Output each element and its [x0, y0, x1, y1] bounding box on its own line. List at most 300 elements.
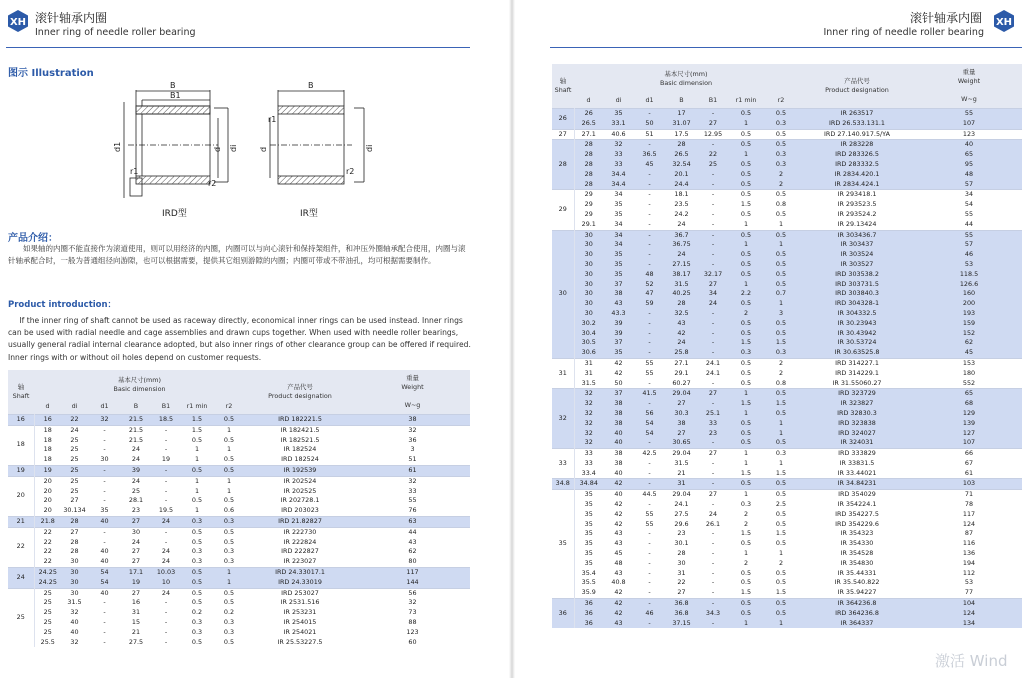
table-cell: 1.5 [728, 399, 764, 409]
table-cell: 43 [603, 619, 634, 629]
table-cell: - [164, 627, 168, 636]
table-cell: 0.5 [764, 280, 798, 290]
table-cell: 0.5 [728, 438, 764, 448]
table-cell: - [634, 180, 665, 190]
table-row [552, 329, 1022, 339]
table-cell: IRD 304328-1 [798, 299, 916, 309]
table-cell: 21 [131, 627, 141, 636]
table-cell: 32 [574, 438, 603, 448]
table-cell: 20 [43, 506, 52, 515]
table-row [552, 299, 1022, 309]
table-cell: 95 [916, 160, 1022, 170]
table-cell: 43.3 [603, 309, 634, 319]
table-cell: 193 [916, 309, 1022, 319]
table-cell: 0.3 [191, 627, 203, 636]
table-cell: 42 [614, 519, 623, 528]
table-row [8, 455, 470, 465]
ir-dim-label-d: d [259, 146, 268, 152]
table-cell: 1 [728, 490, 764, 500]
table-cell: - [698, 438, 728, 448]
table-cell: 36.8 [665, 599, 698, 609]
table-cell: 1.5 [740, 200, 752, 209]
table-cell: 30.4 [574, 329, 603, 339]
table-cell: 43 [408, 537, 417, 546]
table-cell: 40 [603, 438, 634, 448]
table-cell: IRD 182221.5 [245, 415, 355, 426]
table-cell: IR 222824 [283, 537, 317, 546]
table-cell: - [698, 479, 728, 490]
table-cell: 38 [603, 399, 634, 409]
shaft-cell: 33 [552, 449, 574, 479]
col-B1: B1 [151, 399, 181, 415]
table-cell: 21.5 [128, 435, 144, 444]
xh-logo [6, 9, 30, 33]
table-cell: 0.5 [728, 419, 764, 429]
table-cell: 24 [698, 299, 728, 309]
table-cell: 22 [43, 557, 52, 566]
table-cell: 38 [603, 289, 634, 299]
table-cell: 124 [962, 519, 976, 528]
table-cell: - [711, 468, 715, 477]
table-cell: IRD 283326.5 [798, 150, 916, 160]
table-cell: 76 [408, 506, 417, 515]
table-cell: 25.5 [40, 637, 55, 646]
table-cell: 32 [574, 389, 603, 399]
table-cell: IR 324031 [798, 438, 916, 448]
table-cell: 65 [916, 389, 1022, 399]
table-cell: 0.5 [764, 599, 798, 609]
table-cell: 30 [574, 260, 603, 270]
table-cell: 26.1 [705, 519, 721, 528]
table-cell: - [711, 378, 715, 387]
table-row [8, 487, 470, 497]
table-cell: 1 [226, 486, 232, 495]
table-cell: - [648, 549, 651, 558]
table-cell: 27 [121, 588, 151, 598]
table-cell: 43 [665, 319, 698, 329]
table-row [552, 190, 1022, 200]
table-cell: - [103, 445, 106, 454]
table-row [8, 557, 470, 567]
table-cell: 28 [61, 516, 88, 527]
table-cell: 1 [728, 449, 764, 459]
table-cell: 103 [916, 479, 1022, 490]
table-cell: 0.8 [775, 378, 787, 387]
table-cell: 36 [408, 435, 417, 444]
table-cell: 48 [916, 170, 1022, 180]
table-cell: 2 [764, 358, 798, 368]
table-cell: 24 [161, 557, 171, 566]
table-cell: 38 [603, 449, 634, 459]
table-cell: 40 [603, 490, 634, 500]
table-cell: 25 [43, 608, 52, 617]
table-cell: 32 [70, 637, 79, 646]
shaft-cell: 30 [552, 230, 574, 358]
table-cell: 27.5 [128, 637, 144, 646]
ir-dim-label-r1: r1 [268, 115, 277, 124]
table-cell: 56 [355, 588, 470, 598]
table-cell: IR 303436.7 [798, 230, 916, 240]
table-cell: 29.04 [665, 389, 698, 399]
table-cell: 35 [584, 529, 593, 538]
table-cell: 0.5 [728, 129, 764, 140]
table-cell: 30 [574, 299, 603, 309]
table-cell: 0.5 [181, 578, 213, 588]
table-cell: 30 [100, 455, 109, 464]
table-cell: - [698, 140, 728, 150]
page-title-en: Inner ring of needle roller bearing [35, 27, 196, 38]
table-cell: 30 [61, 578, 88, 588]
table-cell: 21.8 [34, 516, 61, 527]
table-cell: 29.1 [674, 368, 689, 377]
table-cell: IR 222730 [245, 527, 355, 537]
table-cell: 36 [574, 599, 603, 609]
table-cell: 1 [194, 486, 200, 495]
table-cell: 0.5 [728, 429, 764, 439]
table-cell: 28 [665, 140, 698, 150]
table-cell: - [634, 190, 665, 200]
table-row [8, 598, 470, 608]
watermark-text: 激活 Wind [935, 652, 1008, 670]
table-cell: - [711, 588, 715, 597]
table-cell: 21.5 [121, 415, 151, 426]
table-cell: 33 [408, 486, 417, 495]
table-cell: 1.5 [740, 468, 752, 477]
table-cell: 0.5 [223, 537, 235, 546]
table-cell: 39 [121, 465, 151, 476]
table-cell: 37 [603, 389, 634, 399]
table-cell: 18.5 [151, 415, 181, 426]
table-cell: 1 [764, 619, 798, 629]
table-cell: 73 [408, 608, 417, 617]
table-row [552, 230, 1022, 240]
table-cell: - [648, 458, 651, 467]
left-spec-table [8, 370, 470, 647]
table-cell: 55 [634, 358, 665, 368]
table-cell: IR 25.53227.5 [277, 637, 323, 646]
table-cell: IR 35.44331 [837, 568, 877, 577]
table-cell: 0.3 [213, 516, 245, 527]
table-cell: IR 364337 [798, 619, 916, 629]
table-cell: 27.5 [674, 509, 689, 518]
table-cell: 32 [574, 419, 603, 429]
table-cell: 23.5 [674, 200, 689, 209]
col-r1-r: r1 min [728, 93, 764, 109]
table-cell: 31.07 [665, 119, 698, 129]
col-di: di [61, 399, 88, 415]
table-cell: 27 [698, 280, 728, 290]
table-cell: 38 [355, 415, 470, 426]
table-cell: IR 2531.516 [280, 598, 320, 607]
table-cell: IR 35.94227 [837, 588, 877, 597]
table-row [552, 170, 1022, 180]
table-cell: 30.134 [63, 506, 86, 515]
table-cell: 48 [634, 270, 665, 280]
table-cell: IRD 364236.8 [798, 609, 916, 619]
table-cell: 24 [677, 219, 686, 228]
intro-en-heading: Product introduction： [8, 300, 117, 310]
table-cell: 136 [962, 549, 976, 558]
table-cell: 2 [743, 558, 749, 567]
table-row [552, 210, 1022, 220]
table-cell: 2.5 [775, 500, 787, 509]
col-r2: r2 [213, 399, 245, 415]
illustration-heading: 图示 Illustration [8, 68, 94, 79]
table-cell: 34.4 [603, 170, 634, 180]
table-row [552, 160, 1022, 170]
table-cell: 32.5 [665, 309, 698, 319]
table-cell: 123 [916, 129, 1022, 140]
table-cell: 0.5 [213, 588, 245, 598]
table-cell: 27 [698, 449, 728, 459]
intro-cn-heading: 产品介绍： [8, 233, 58, 244]
table-row [8, 476, 470, 486]
table-cell: - [698, 170, 728, 180]
table-cell: - [103, 435, 106, 444]
table-cell: 17.1 [121, 567, 151, 577]
table-cell: 10.03 [151, 567, 181, 577]
table-cell: - [698, 260, 728, 270]
table-row [552, 510, 1022, 520]
col-di-r: di [603, 93, 634, 109]
table-cell: 1 [194, 506, 200, 515]
table-cell: 30 [574, 289, 603, 299]
table-cell: 40 [603, 429, 634, 439]
table-cell: 0.5 [223, 598, 235, 607]
table-cell: - [634, 338, 665, 348]
table-cell: 25.8 [665, 348, 698, 358]
table-row [8, 506, 470, 516]
table-cell: 159 [916, 319, 1022, 329]
table-cell: 0.5 [728, 609, 764, 619]
table-cell: 27 [121, 516, 151, 527]
table-cell: 22 [43, 537, 52, 546]
table-cell: 0.5 [775, 578, 787, 587]
table-cell: 31.5 [581, 378, 596, 387]
table-cell: 18.1 [665, 190, 698, 200]
table-row [552, 280, 1022, 290]
table-cell: - [698, 338, 728, 348]
table-row [552, 469, 1022, 479]
table-cell: 19.5 [158, 506, 174, 515]
table-cell: - [711, 219, 715, 228]
table-cell: - [634, 348, 665, 358]
col-B: B [121, 399, 151, 415]
table-cell: 37.15 [665, 619, 698, 629]
table-cell: 44 [964, 219, 974, 228]
table-cell: - [634, 109, 665, 119]
table-row [552, 559, 1022, 569]
table-cell: - [634, 250, 665, 260]
table-cell: 25 [698, 160, 728, 170]
table-cell: - [151, 527, 181, 537]
table-cell: 35 [603, 109, 634, 119]
table-cell: 29.04 [665, 449, 698, 459]
table-cell: 26.5 [574, 119, 603, 129]
table-cell: 36 [574, 619, 603, 629]
table-row [8, 445, 470, 455]
table-cell: - [164, 486, 168, 495]
table-cell: IR 2834.420.1 [798, 170, 916, 180]
table-cell: 40 [100, 547, 109, 556]
table-cell: - [698, 348, 728, 358]
table-cell: 59 [634, 299, 665, 309]
shaft-cell: 32 [552, 389, 574, 449]
table-cell: 1.5 [764, 338, 798, 348]
table-cell: 153 [916, 358, 1022, 368]
table-cell: 0.5 [728, 170, 764, 180]
table-cell: 18 [43, 445, 52, 454]
table-row [552, 260, 1022, 270]
table-row [552, 240, 1022, 250]
table-cell: - [164, 637, 168, 646]
table-cell: 17 [665, 109, 698, 119]
table-cell: 2 [778, 368, 784, 377]
table-cell: - [634, 170, 665, 180]
table-cell: 34.84 [574, 479, 603, 490]
table-cell: 1 [728, 280, 764, 290]
table-cell: 28 [574, 150, 603, 160]
table-cell: - [711, 578, 715, 587]
table-cell: 134 [916, 619, 1022, 629]
table-cell: 50 [614, 378, 623, 387]
table-cell: 0.5 [775, 539, 787, 548]
table-cell: 55 [916, 230, 1022, 240]
table-cell: IR 254015 [283, 617, 317, 626]
table-cell: - [711, 549, 715, 558]
table-cell: 32 [574, 399, 603, 409]
table-row [552, 399, 1022, 409]
table-cell: IRD 303731.5 [798, 280, 916, 290]
table-cell: 29 [574, 190, 603, 200]
table-cell: 12.95 [698, 129, 728, 140]
table-cell: 1.5 [740, 529, 752, 538]
table-cell: 25 [61, 476, 88, 486]
table-cell: 27 [131, 557, 141, 566]
table-row [8, 567, 470, 577]
table-cell: 0.5 [728, 599, 764, 609]
table-cell: 24 [121, 476, 151, 486]
table-cell: IR 254021 [283, 627, 317, 636]
table-cell: 0.3 [223, 617, 235, 626]
table-cell: 25 [34, 588, 61, 598]
table-cell: 35 [574, 490, 603, 500]
table-cell: 19 [34, 465, 61, 476]
header-rule [6, 47, 470, 48]
ird-caption: IRD型 [162, 209, 187, 219]
table-cell: 552 [962, 378, 976, 387]
table-cell: 1 [764, 299, 798, 309]
header-rule-right [550, 47, 1022, 48]
table-cell: 35 [603, 270, 634, 280]
ir-dim-label-r2: r2 [346, 167, 355, 176]
table-cell: - [88, 527, 121, 537]
table-row [552, 338, 1022, 348]
table-cell: 0.5 [764, 490, 798, 500]
table-cell: 56 [634, 409, 665, 419]
table-cell: IR 354330 [840, 539, 874, 548]
table-cell: 37 [603, 280, 634, 290]
right-page [512, 0, 1024, 678]
table-cell: 0.3 [764, 449, 798, 459]
table-cell: 28 [574, 160, 603, 170]
table-cell: 194 [962, 558, 976, 567]
table-cell: 40.8 [611, 578, 626, 587]
table-row [8, 527, 470, 537]
table-cell: - [164, 435, 168, 444]
table-cell: 55 [916, 109, 1022, 119]
table-cell: 55 [408, 496, 417, 505]
table-cell: 40.25 [665, 289, 698, 299]
table-cell: 27 [665, 429, 698, 439]
table-cell: 25.1 [698, 409, 728, 419]
table-row [552, 520, 1022, 530]
table-cell: 88 [408, 617, 417, 626]
table-cell: 27 [131, 547, 141, 556]
table-cell: IR 34.84231 [798, 479, 916, 490]
table-row [552, 150, 1022, 160]
table-cell: - [648, 529, 651, 538]
table-cell: - [634, 329, 665, 339]
table-row [8, 618, 470, 628]
table-cell: 152 [916, 329, 1022, 339]
table-cell: 38 [614, 458, 623, 467]
table-cell: IR 2834.424.1 [798, 180, 916, 190]
table-cell: 18 [43, 455, 52, 464]
table-cell: - [634, 399, 665, 409]
table-row [8, 425, 470, 435]
table-cell: 1 [181, 476, 213, 486]
table-cell: 24.4 [665, 180, 698, 190]
table-cell: 0.5 [223, 637, 235, 646]
table-row [552, 180, 1022, 190]
table-cell: 0.5 [764, 109, 798, 119]
table-cell: IR 182524 [283, 445, 317, 454]
table-cell: 0.5 [191, 598, 203, 607]
table-cell: 2.2 [728, 289, 764, 299]
table-cell: 0.5 [213, 415, 245, 426]
table-cell: - [648, 558, 651, 567]
table-cell: 31 [131, 608, 141, 617]
table-cell: IRD 283332.5 [798, 160, 916, 170]
table-row [552, 358, 1022, 368]
table-cell: 117 [962, 509, 976, 518]
table-cell: 24.25 [34, 578, 61, 588]
table-cell: 37 [603, 338, 634, 348]
table-cell: 66 [916, 449, 1022, 459]
table-cell: 25 [43, 617, 52, 626]
table-cell: 30.2 [574, 319, 603, 329]
table-cell: - [103, 486, 106, 495]
table-cell: 35 [584, 509, 593, 518]
table-cell: 35.9 [581, 588, 596, 597]
table-row [552, 319, 1022, 329]
table-cell: 1.5 [775, 529, 787, 538]
table-cell: 124 [916, 609, 1022, 619]
table-cell: 25 [70, 486, 79, 495]
table-row [552, 250, 1022, 260]
table-cell: - [711, 200, 715, 209]
table-cell: 0.5 [728, 140, 764, 150]
table-cell: 55 [645, 509, 654, 518]
table-cell: 0.5 [728, 299, 764, 309]
table-cell: 35 [614, 200, 623, 209]
table-cell: 27 [698, 119, 728, 129]
table-cell: 0.5 [728, 109, 764, 119]
table-cell: 0.2 [191, 608, 203, 617]
table-cell: - [103, 608, 106, 617]
table-cell: - [711, 500, 715, 509]
